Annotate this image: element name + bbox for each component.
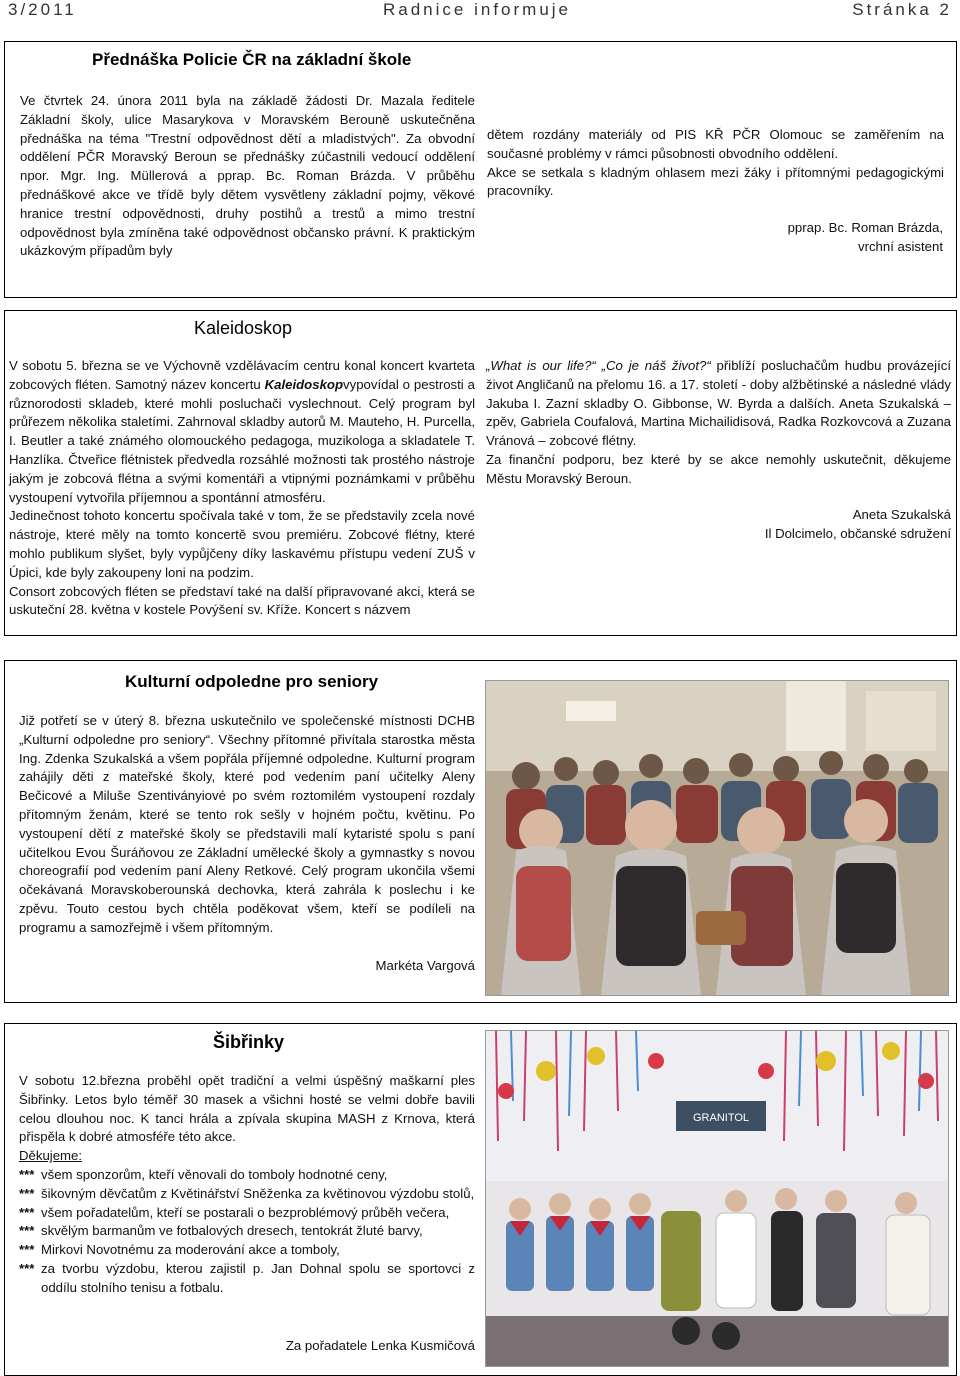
seniors-title: Kulturní odpoledne pro seniory <box>125 672 379 691</box>
kaleidoskop-col1 <box>9 357 475 620</box>
police-article-col1: Ve čtvrtek 24. února 2011 byla na základě žádosti Dr. Mazala ředitele Základní školy, ulice Masarykova v Moravském Berouně uskutečněna přednáška na téma "Trestní odpovědnost dětí a mladistvých". Za obvodní oddělení PČR Moravský Beroun se přednášky zúčastnili vedoucí oddělení npor. Mgr. Ing. Müllerová a pprap. Bc. Roman Brázda. V průběhu přednáškové akce ve třídě byly dětem vysvětleny základní pojmy, věkové hranice trestní odpovědnosti, druhy postihů a trestů a mimo trestní odpovědnost byla zmíněna také odpovědnost občansko právní. K praktickým ukázkovým případům byly <box>20 93 475 259</box>
concert-subtitle: „What is our life?“ „Co je náš život?“ <box>486 358 711 373</box>
list-item: *** Mirkovi Novotnému za moderování akce a tomboly, <box>19 1242 340 1258</box>
seniors-signature: Markéta Vargová <box>375 958 475 973</box>
sibrinky-text <box>19 1072 475 1298</box>
page-header <box>8 0 952 22</box>
issue-number: 3/2011 <box>8 0 77 19</box>
sibrinky-intro: V sobotu 12.března proběhl opět tradiční a velmi úspěšný maškarní ples Šibřinky. Letos bylo téměř 30 masek a všichni hosté se velmi dobře bavili celou dlouhou noc. K tanci hrála a zpívala skupina MASH z Krnova, která přispěla k dobré atmosféře této akce. <box>19 1073 475 1145</box>
sibrinky-photo-illustration <box>486 1031 948 1366</box>
police-signature-role: vrchní asistent <box>857 238 943 254</box>
sibrinky-thanks-list <box>19 1166 475 1298</box>
kaleidoskop-col1-p1-rest: vypovídal o pestrosti a různorodosti skladeb, které mohli posluchači vyslechnout. Celý program byl průřezem několika staletími. Zahrnoval skladby autorů M. Mauteho, H. Purcella, I. Beutler a také známého olomouckého pedagoga, muzikologa a skladatele T. Hanzlíka. Čtveřice flétnistek předvedla rozsáhlé možnosti tak prostého nástroje jakým je zobcová flétna a svými komentáři a vtipnými poznámkami v průběhu vystoupení vytvořila příjemnou a spontánní atmosféru. <box>9 376 475 505</box>
sibrinky-photo-sign: GRANITOL <box>692 1112 750 1124</box>
seniors-photo <box>485 680 949 996</box>
kaleidoskop-col1-p1: V sobotu 5. března se ve Výchovně vzdělávacím centru konal koncert kvarteta zobcových fléten. Samotný název koncertu Kaleidoskopvypovídal o pestrosti a různorodosti skladeb, které mohli posluchači vyslechnout. Celý program byl průřezem několika staletími. Zahrnoval skladby autorů M. Mauteho, H. Purcella, I. Beutler a také známého olomouckého pedagoga, muzikologa a skladatele T. Hanzlíka. Čtveřice flétnistek předvedla rozsáhlé možnosti tak prostého nástroje jakým je zobcová flétna a svými komentáři a vtipnými poznámkami v průběhu vystoupení vytvořila příjemnou a spontánní atmosféru. <box>9 358 475 505</box>
police-article-col2 <box>487 126 944 201</box>
sibrinky-signature: Za pořadatele Lenka Kusmičová <box>285 1338 475 1353</box>
list-item: *** skvělým barmanům ve fotbalových dresech, tentokrát žluté barvy, <box>19 1223 423 1239</box>
list-item: *** všem pořadatelům, kteří se postarali o bezproblémový průběh večera, <box>19 1204 450 1220</box>
sibrinky-thanks-label: Děkujeme: <box>19 1148 83 1164</box>
kaleidoskop-signature-org: Il Dolcimelo, občanské sdružení <box>764 525 951 541</box>
kaleidoskop-col2-p1: „What is our life?“ „Co je náš život?“ přiblíží posluchačům hudbu provázející život Angličanů na přelomu 16. a 17. století - doby alžbětinské a následné vlády Jakuba I. Zazní skladby O. Gibbonse, W. Byrda a dalších. Aneta Szukalská – zpěv, Gabriela Coufalová, Martina Michailidisová, Radka Rozkovcová a Zuzana Vránová – zobcové flétny. <box>486 358 951 449</box>
police-article-col2-p2: Akce se setkala s kladným ohlasem mezi žáky i přítomnými pedagogickými pracovníky. <box>487 164 944 199</box>
sibrinky-photo <box>485 1030 949 1367</box>
kaleidoskop-col1-p2: Jedinečnost tohoto koncertu spočívala také v tom, že se představily zcela nové nástroje, které měly na tomto koncertě svou premiéru. Zobcové flétny, které mohlo publikum slyšet, byly vypůjčeny díky laskavému přístupu vedení ZUŠ v Úpici, kde byly zakoupeny loni na podzim. <box>9 508 475 580</box>
police-signature-name: pprap. Bc. Roman Brázda, <box>787 220 943 235</box>
concert-name: Kaleidoskop <box>264 376 344 392</box>
seniors-photo-illustration <box>486 681 948 995</box>
police-article-col2-p1: dětem rozdány materiály od PIS KŘ PČR Olomouc se zaměřením na současné problémy v rámci působnosti obvodního oddělení. <box>487 127 944 161</box>
list-item: *** za tvorbu výzdobu, kterou zajistil p. Jan Dohnal spolu se sportovci z oddílu stolního tenisu a fotbalu. <box>19 1260 475 1295</box>
kaleidoskop-signature-name: Aneta Szukalská <box>852 507 951 522</box>
list-item: *** všem sponzorům, kteří věnovali do tomboly hodnotné ceny, <box>19 1166 388 1182</box>
page-number: Stránka 2 <box>852 0 952 19</box>
kaleidoskop-col1-p3: Consort zobcových fléten se představí také na další připravované akci, která se uskuteční 28. května v kostele Povýšení sv. Kříže. Koncert s názvem <box>9 583 475 618</box>
police-signature <box>700 219 943 257</box>
list-item: *** šikovným děvčatům z Květinářství Sněženka za květinovou výzdobu stolů, <box>19 1185 475 1201</box>
kaleidoskop-signature <box>660 506 951 544</box>
publication-title: Radnice informuje <box>383 0 572 19</box>
police-article-title: Přednáška Policie ČR na základní škole <box>92 50 412 69</box>
kaleidoskop-col2-p2: Za finanční podporu, bez které by se akce nemohly uskutečnit, děkujeme Městu Moravský Beroun. <box>486 451 951 486</box>
sibrinky-title: Šibřinky <box>213 1032 285 1052</box>
kaleidoskop-col2 <box>486 357 951 489</box>
kaleidoskop-title: Kaleidoskop <box>194 318 293 338</box>
seniors-text: Již potřetí se v úterý 8. března uskutečnilo ve společenské místnosti DCHB „Kulturní odpoledne pro seniory“. Všechny přítomné přivítala starostka města Ing. Zdenka Szukalská a všem popřála příjemné odpoledne. Kulturní program zahájily děti z mateřské školy, které pod vedením paní učitelky Aleny Bečicové a Miluše Szentiványiové po svém roztomilém vystoupení rozdaly přítomným ženám, které se tento rok sešly v hojném počtu, květinu. Po vystoupení dětí z mateřské školy se představili malí kytaristé spolu s paní učitelkou Evou Šuráňovou ze Základní umělecké školy a gymnastky s novou choreografií pod vedením paní Aleny Retkové. Celý program ukončila všemi očekávaná Moravskoberounská dechovka, která zahrála k poslechu i ke zpěvu. Touto cestou bych chtěla poděkovat všem, kteří se podíleli na programu a samozřejmě i všem přítomným. <box>19 713 475 935</box>
